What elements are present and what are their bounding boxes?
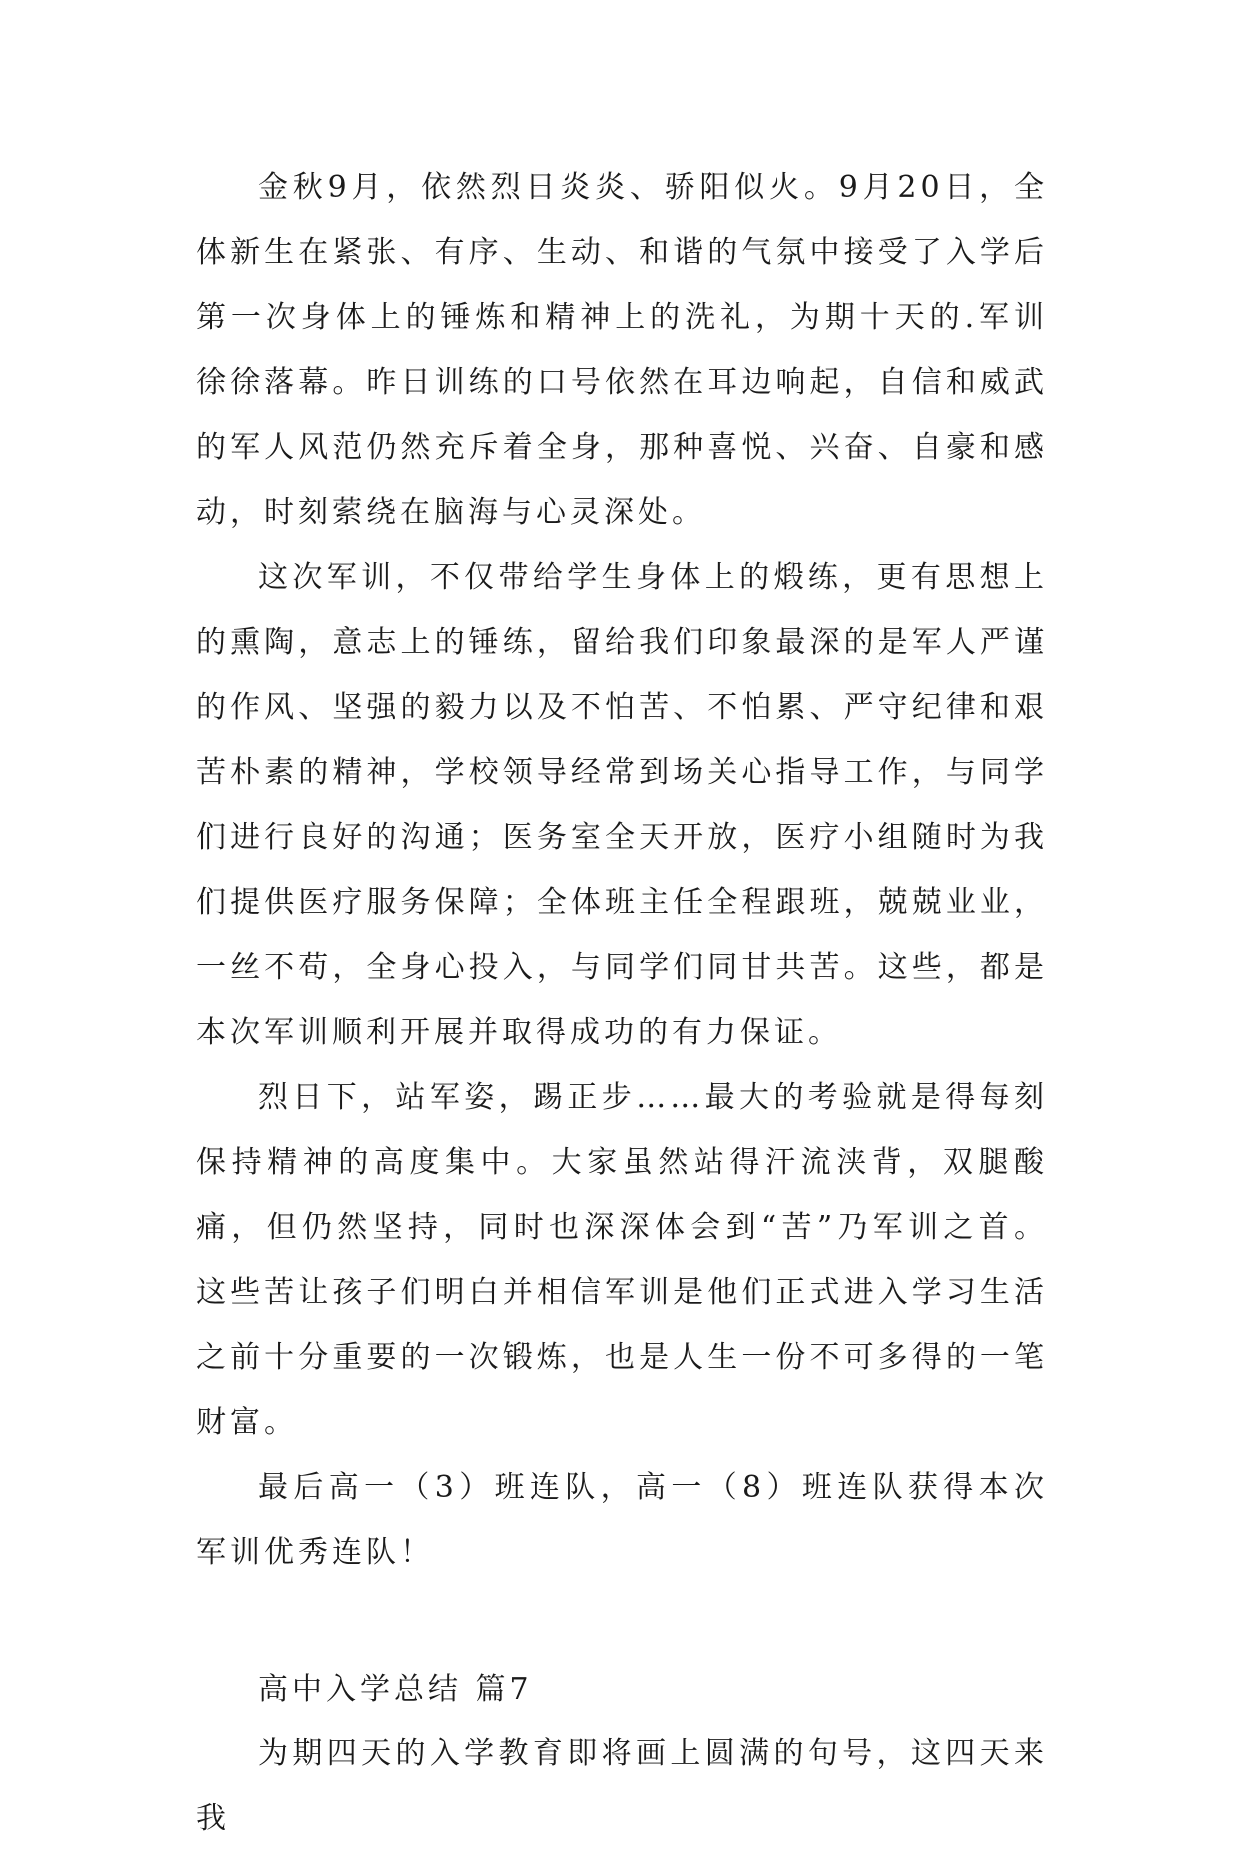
paragraph-military-training-intro: 金秋9月，依然烈日炎炎、骄阳似火。9月20日，全体新生在紧张、有序、生动、和谐的气氛中接受了入学后第一次身体上的锤炼和精神上的洗礼，为期十天的.军训徐徐落幕。昨日训练的口号依然在耳边响起，自信和威武的军人风范仍然充斥着全身，那种喜悦、兴奋、自豪和感动，时刻萦绕在脑海与心灵深处。	[196, 170, 1048, 530]
section-heading: 高中入学总结 篇7	[258, 1672, 533, 1707]
paragraph-orientation-start: 为期四天的入学教育即将画上圆满的句号，这四天来我	[196, 1736, 1048, 1836]
document-body	[196, 155, 1048, 1851]
paragraph-training-benefits: 这次军训，不仅带给学生身体上的煅练，更有思想上的熏陶，意志上的锤练，留给我们印象最深的是军人严谨的作风、坚强的毅力以及不怕苦、不怕累、严守纪律和艰苦朴素的精神，学校领导经常到场关心指导工作，与同学们进行良好的沟通；医务室全天开放，医疗小组随时为我们提供医疗服务保障；全体班主任全程跟班，兢兢业业，一丝不苟，全身心投入，与同学们同甘共苦。这些，都是本次军训顺利开展并取得成功的有力保证。	[196, 560, 1048, 1050]
paragraph-hardship: 烈日下，站军姿，踢正步……最大的考验就是得每刻保持精神的高度集中。大家虽然站得汗流浃背，双腿酸痛，但仍然坚持，同时也深深体会到“苦”乃军训之首。这些苦让孩子们明白并相信军训是他们正式进入学习生活之前十分重要的一次锻炼，也是人生一份不可多得的一笔财富。	[196, 1080, 1048, 1440]
paragraph-excellent-companies: 最后高一（3）班连队，高一（8）班连队获得本次军训优秀连队！	[196, 1470, 1048, 1570]
section-spacer	[196, 1585, 1048, 1659]
